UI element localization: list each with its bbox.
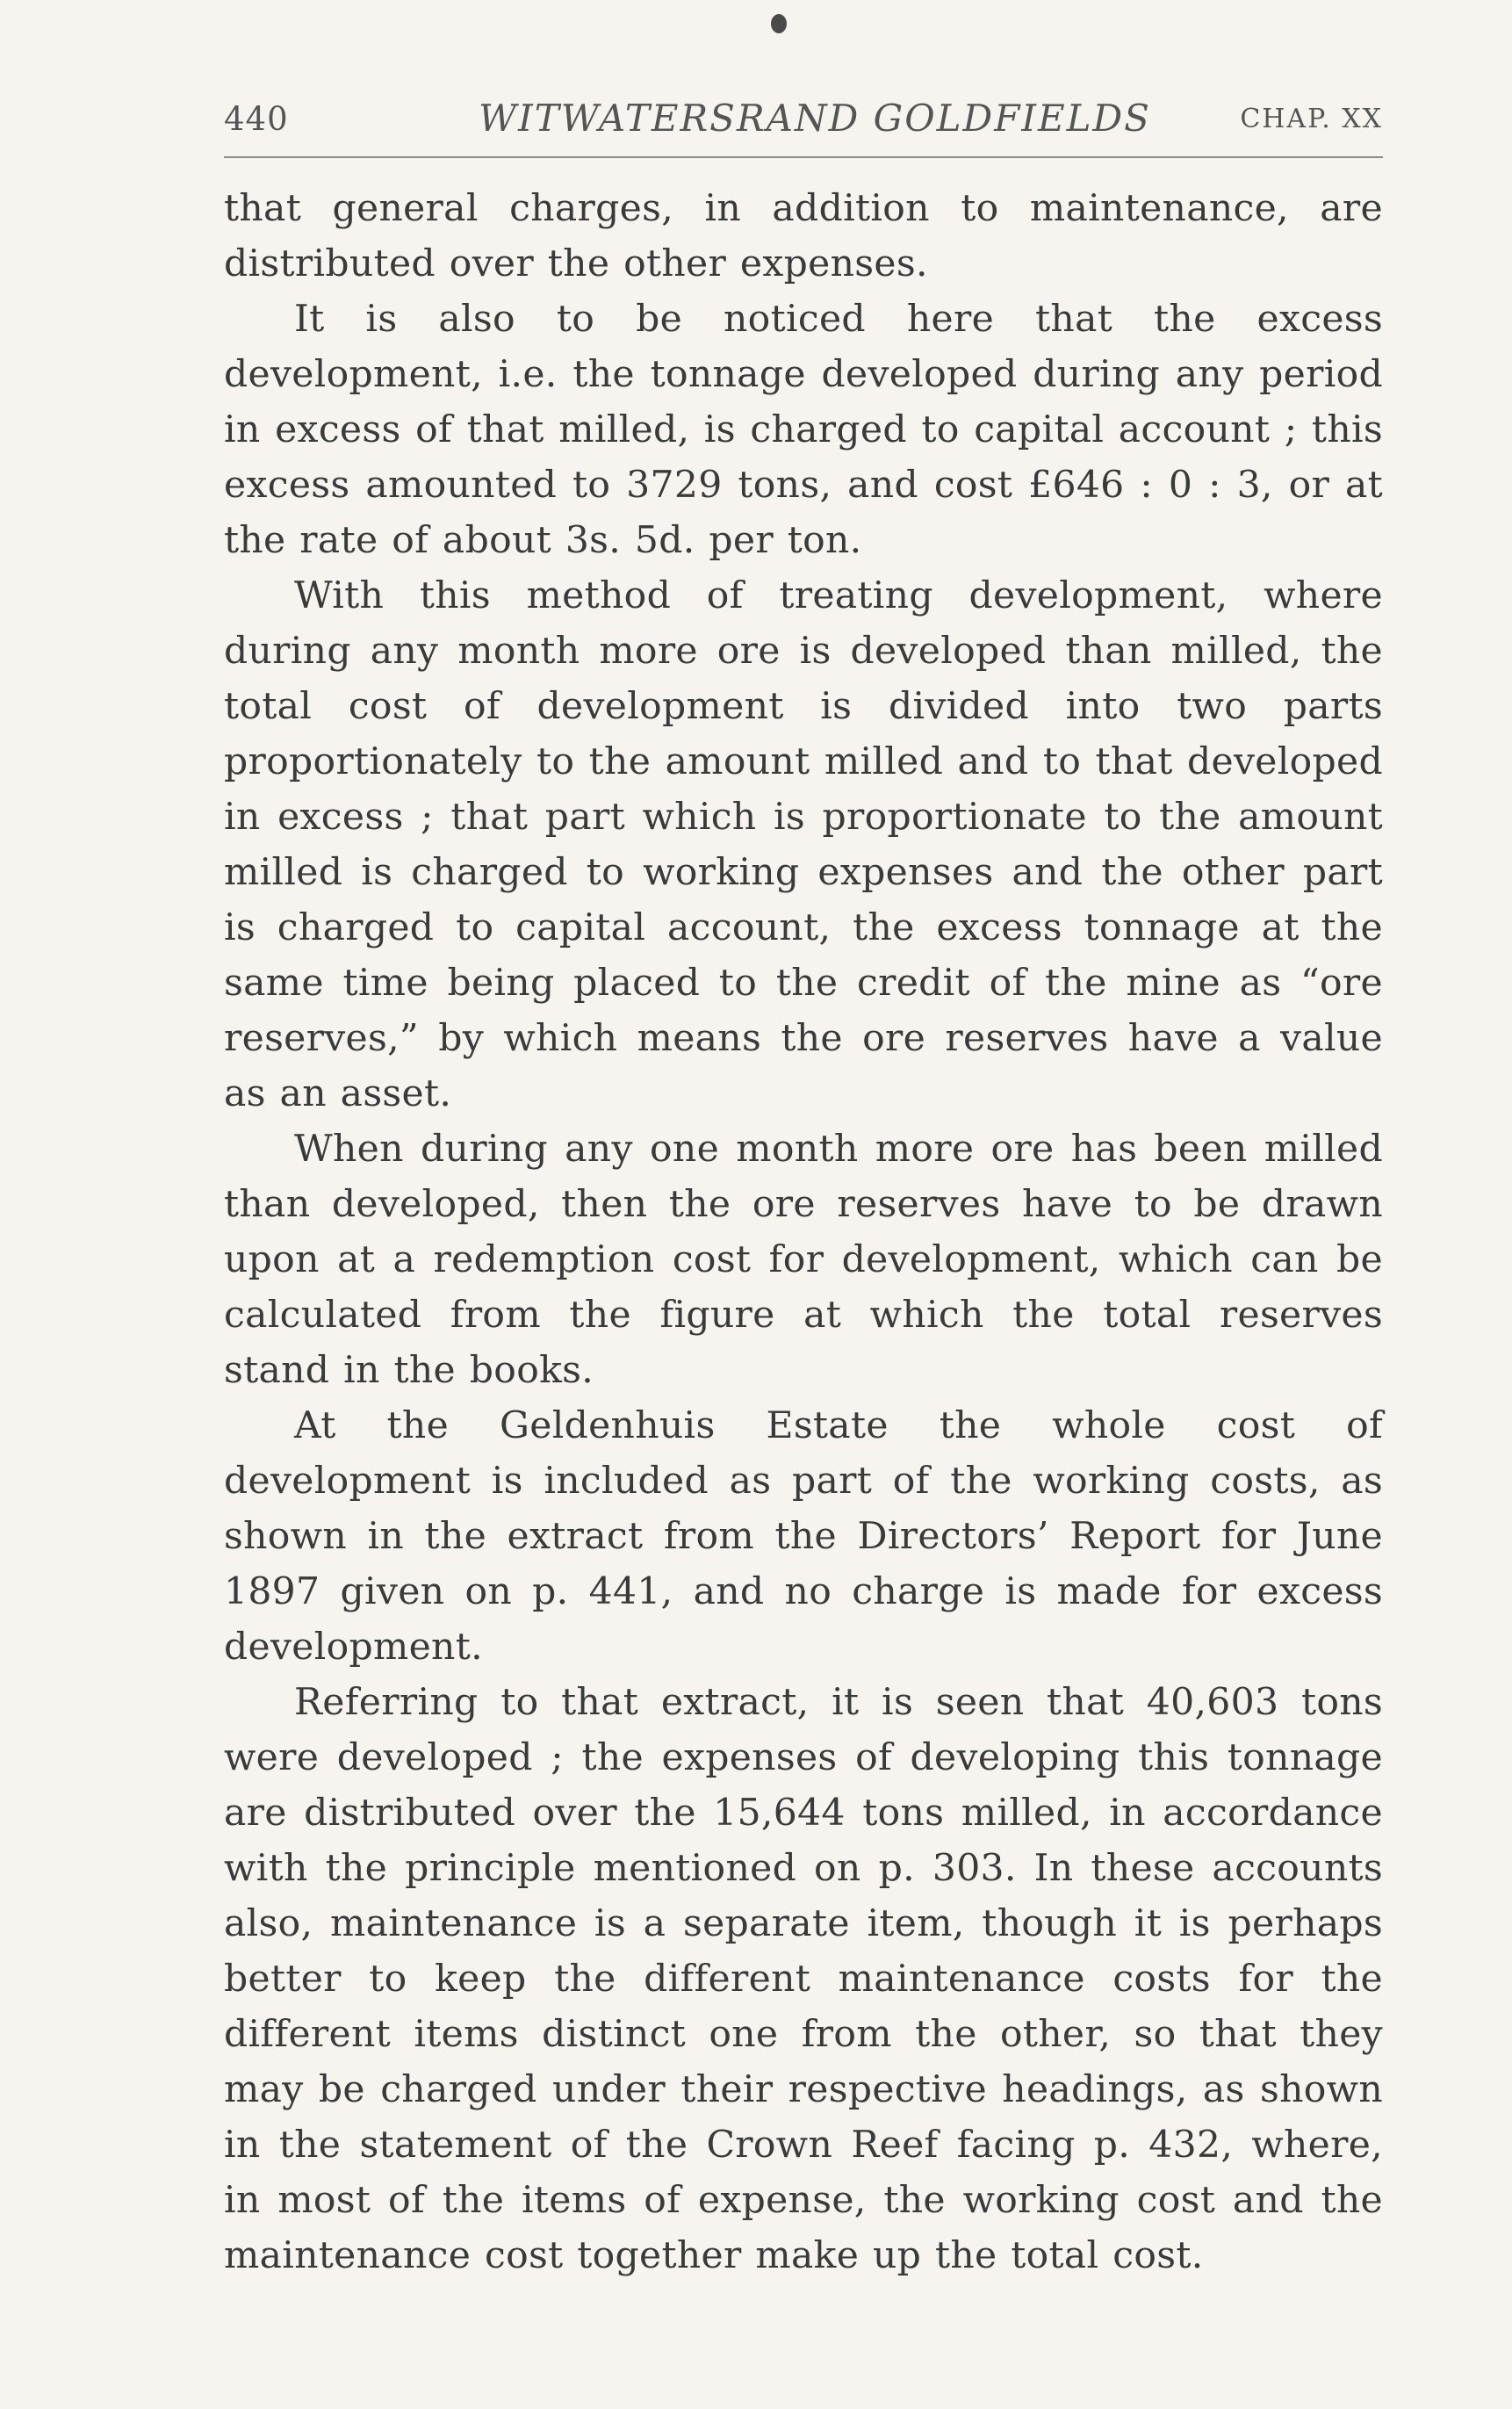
header-rule xyxy=(224,156,1383,158)
running-title: WITWATERSRAND GOLDFIELDS xyxy=(479,97,1151,140)
body-text xyxy=(224,181,1383,2283)
paragraph: that general charges, in addition to maintenance, are distributed over the other expenses. xyxy=(224,187,1383,285)
paragraph: At the Geldenhuis Estate the whole cost of development is included as part of the working costs, as shown in the extract from the Directors’ Report for June 1897 given on p. 441, and no charge is made for excess development. xyxy=(224,1404,1383,1669)
paragraph: When during any one month more ore has been milled than developed, then the ore reserves have to be drawn upon at a redemption cost for development, which can be calculated from the figure at which the total reserves stand in the books. xyxy=(224,1128,1383,1392)
paragraph: With this method of treating development, where during any month more ore is developed than milled, the total cost of development is divided into two parts proportionately to the amount milled and to that developed in excess ; that part which is proportionate to the amount milled is charged to working expenses and the other part is charged to capital account, the excess tonnage at the same time being placed to the credit of the mine as “ore reserves,” by which means the ore reserves have a value as an asset. xyxy=(224,574,1383,1115)
print-mark xyxy=(771,14,787,33)
page-header xyxy=(224,93,1383,146)
chapter-label: CHAP. XX xyxy=(1240,104,1383,134)
page-number: 440 xyxy=(224,100,289,138)
paragraph: Referring to that extract, it is seen that 40,603 tons were developed ; the expenses of developing this tonnage are distributed over the 15,644 tons milled, in accordance with the principle mentioned on p. 303. In these accounts also, maintenance is a separate item, though it is perhaps better to keep the different maintenance costs for the different items distinct one from the other, so that they may be charged under their respective headings, as shown in the statement of the Crown Reef facing p. 432, where, in most of the items of expense, the working cost and the maintenance cost together make up the total cost. xyxy=(224,1681,1383,2277)
paragraph: It is also to be noticed here that the excess development, i.e. the tonnage developed during any period in excess of that milled, is charged to capital account ; this excess amounted to 3729 tons, and cost £646 : 0 : 3, or at the rate of about 3s. 5d. per ton. xyxy=(224,298,1383,562)
